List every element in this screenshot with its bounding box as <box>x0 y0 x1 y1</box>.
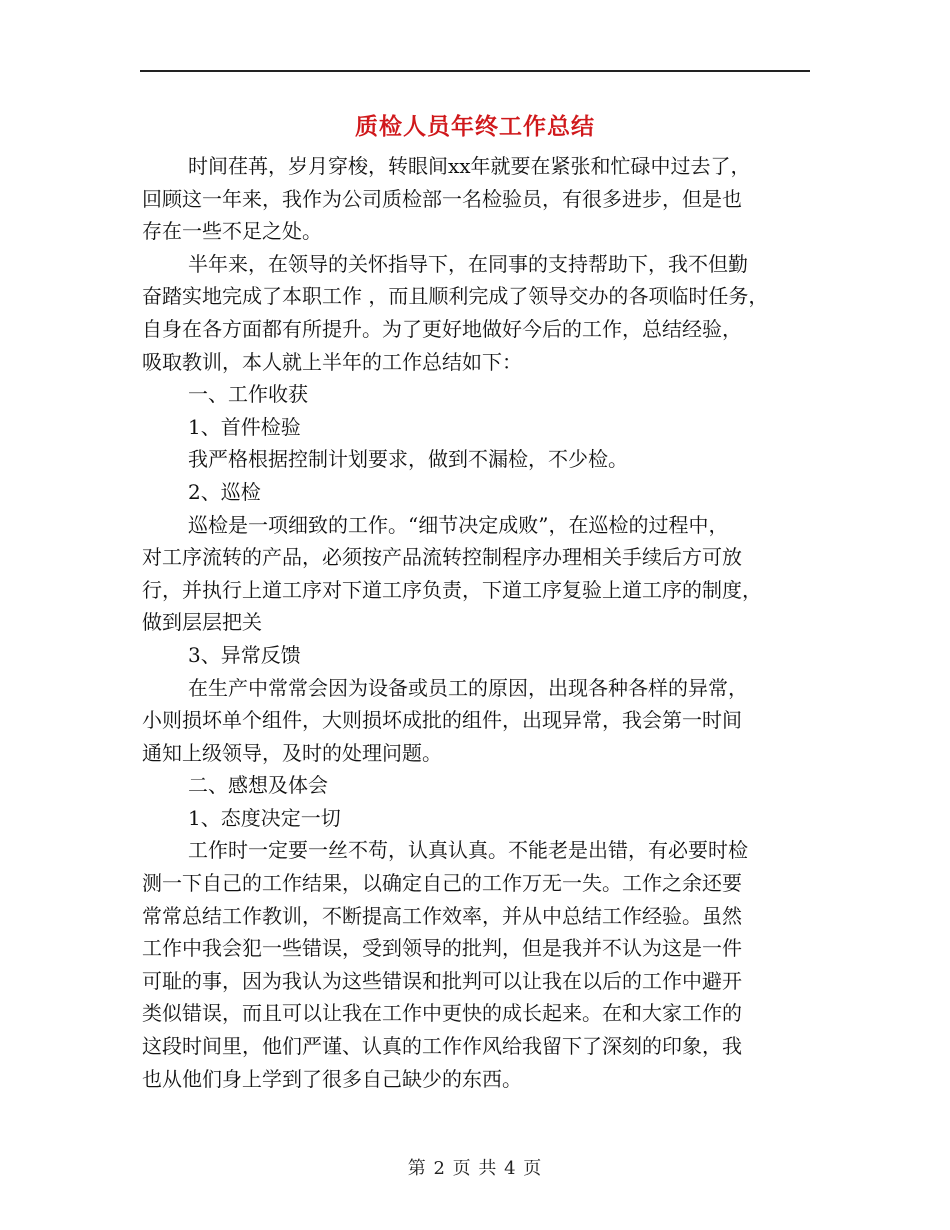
text-line: 可耻的事，因为我认为这些错误和批判可以让我在以后的工作中避开 <box>142 968 742 993</box>
document-body <box>142 150 822 1095</box>
paragraph <box>142 248 822 378</box>
text-line: 常常总结工作教训，不断提高工作效率，并从中总结工作经验。虽然 <box>142 903 742 928</box>
text-line: 巡检是一项细致的工作。“细节决定成败”，在巡检的过程中， <box>188 512 729 537</box>
document-title: 质检人员年终工作总结 <box>355 113 595 140</box>
text-line: 通知上级领导，及时的处理问题。 <box>142 740 442 765</box>
text-line: 做到层层把关 <box>142 610 262 635</box>
paragraph <box>142 672 822 770</box>
header-rule <box>140 70 810 72</box>
text-line: 一、工作收获 <box>188 382 308 407</box>
text-line: 在生产中常常会因为设备或员工的原因，出现各种各样的异常， <box>188 675 748 700</box>
text-line: 对工序流转的产品，必须按产品流转控制程序办理相关手续后方可放 <box>142 545 742 570</box>
text-line: 类似错误，而且可以让我在工作中更快的成长起来。在和大家工作的 <box>142 1001 742 1026</box>
text-line: 这段时间里，他们严谨、认真的工作作风给我留下了深刻的印象，我 <box>142 1034 742 1059</box>
text-line: 小则损坏单个组件，大则损坏成批的组件，出现异常，我会第一时间 <box>142 708 742 733</box>
paragraph <box>142 378 822 411</box>
text-line: 工作中我会犯一些错误，受到领导的批判，但是我并不认为这是一件 <box>142 936 742 961</box>
text-line: 存在一些不足之处。 <box>142 219 322 244</box>
text-line: 也从他们身上学到了很多自己缺少的东西。 <box>142 1066 522 1091</box>
text-line: 我严格根据控制计划要求，做到不漏检，不少检。 <box>188 447 628 472</box>
text-line: 自身在各方面都有所提升。为了更好地做好今后的工作，总结经验， <box>142 316 742 341</box>
text-line: 1、态度决定一切 <box>188 805 341 830</box>
text-line: 行，并执行上道工序对下道工序负责，下道工序复验上道工序的制度， <box>142 577 762 602</box>
paragraph <box>142 834 822 1095</box>
text-line: 奋踏实地完成了本职工作 ，而且顺利完成了领导交办的各项临时任务， <box>142 284 769 309</box>
text-line: 1、首件检验 <box>188 414 301 439</box>
paragraph <box>142 411 822 444</box>
text-line: 二、感想及体会 <box>188 773 328 798</box>
paragraph <box>142 150 822 248</box>
text-line: 测一下自己的工作结果，以确定自己的工作万无一失。工作之余还要 <box>142 871 742 896</box>
paragraph <box>142 509 822 639</box>
paragraph <box>142 802 822 835</box>
paragraph <box>142 443 822 476</box>
text-line: 吸取教训，本人就上半年的工作总结如下： <box>142 349 522 374</box>
text-line: 3、异常反馈 <box>188 642 301 667</box>
page-number: 第 2 页 共 4 页 <box>407 1158 543 1179</box>
text-line: 工作时一定要一丝不苟，认真认真。不能老是出错，有必要时检 <box>188 838 748 863</box>
text-line: 回顾这一年来，我作为公司质检部一名检验员，有很多进步，但是也 <box>142 186 742 211</box>
text-line: 时间荏苒，岁月穿梭，转眼间xx年就要在紧张和忙碌中过去了， <box>188 154 751 178</box>
paragraph <box>142 769 822 802</box>
text-line: 2、巡检 <box>188 479 261 504</box>
paragraph <box>142 476 822 509</box>
text-line: 半年来，在领导的关怀指导下，在同事的支持帮助下，我不但勤 <box>188 251 748 276</box>
paragraph <box>142 639 822 672</box>
